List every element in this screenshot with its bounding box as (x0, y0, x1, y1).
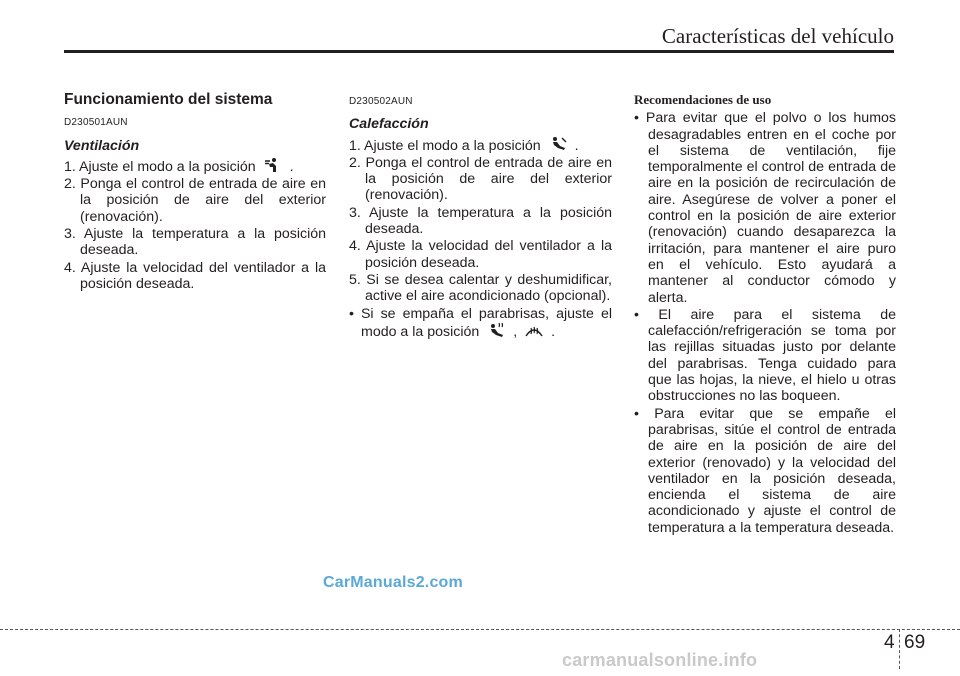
section-code: D230501AUN (64, 117, 128, 129)
floor-mode-icon (549, 136, 567, 152)
page-number: 69 (904, 632, 926, 653)
column-heating (349, 92, 612, 341)
column-recommendations (634, 92, 896, 537)
list-item: • Para evitar que se empañe el parabrisas, sitúe el control de entrada de aire en la posición de aire del exterior (renovado) y la velocidad del ventilador en la posición deseada, encienda el sistema de aire acondicionado y ajuste el control de temperatura a la temperatura deseada. (634, 405, 896, 536)
list-item-text: 1. Ajuste el modo a la posición (64, 158, 256, 175)
list-item: 5. Si se desea calentar y deshumidificar, active el aire acondicionado (opcional). (349, 271, 612, 305)
list-item-text: . (289, 158, 294, 175)
list-item: 4. Ajuste la velocidad del ventilador a la posición deseada. (349, 238, 612, 271)
list-item (64, 157, 326, 175)
header-title: Características del vehículo (661, 24, 894, 48)
list-item: 3. Ajuste la temperatura a la posición deseada. (64, 226, 326, 259)
footer-watermark: carmanualsonline.info (562, 650, 758, 670)
chapter-number: 4 (884, 632, 895, 653)
list-item (349, 306, 612, 341)
list-item: • Para evitar que el polvo o los humos desagradables entren en el coche por el sistema de ventilación, fije temporalmente el control de entrada de aire en la posición de recirculación de aire. Asegúrese de volver a poner el control en la posición de aire exterior (renovación) cuando desaparezca la irritación, para mantener el aire puro en el vehículo. Esto ayudará a mantener al conductor cómodo y alerta. (634, 110, 896, 306)
list-item-text: • Si se empaña el parabrisas, ajuste el modo a la posición (349, 305, 612, 340)
list-item-text: , (513, 323, 518, 340)
recommendations-title: Recomendaciones de uso (634, 92, 772, 107)
list-item-text: . (574, 137, 579, 154)
list-item: 3. Ajuste la temperatura a la posición deseada. (349, 204, 612, 238)
subheading-ventilation: Ventilación (64, 137, 140, 154)
list-item: • El aire para el sistema de calefacción/refrigeración se toma por las rejillas situadas justo por delante del parabrisas. Tenga cuidado para que las hojas, la nieve, el hielo u otras obstrucciones no las boqueen. (634, 306, 896, 405)
list-item-text: . (551, 323, 556, 340)
list-item: 4. Ajuste la velocidad del ventilador a la posición deseada. (64, 259, 326, 292)
subheading-heating: Calefacción (349, 116, 429, 133)
windshield-defrost-icon (525, 322, 543, 338)
section-code: D230502AUN (349, 96, 413, 107)
list-item-text: 1. Ajuste el modo a la posición (349, 137, 541, 154)
column-ventilation (64, 92, 326, 293)
watermark-link[interactable]: CarManuals2.com (323, 574, 463, 591)
floor-defrost-mode-icon (487, 322, 505, 338)
list-item: 2. Ponga el control de entrada de aire en la posición de aire del exterior (renovación). (349, 154, 612, 204)
page-number-separator (899, 629, 900, 669)
list-item (349, 136, 612, 154)
header-rule (64, 50, 894, 53)
face-vent-mode-icon (264, 157, 282, 173)
footer-rule (0, 629, 960, 630)
section-heading: Funcionamiento del sistema (64, 91, 273, 108)
list-item: 2. Ponga el control de entrada de aire en la posición de aire del exterior (renovación). (64, 176, 326, 225)
